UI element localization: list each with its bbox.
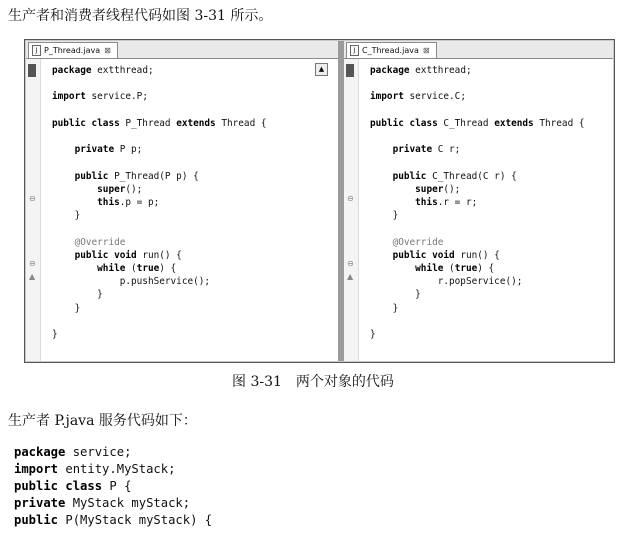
override-marker-icon: ▲ (29, 272, 36, 281)
code-line (370, 183, 585, 196)
fold-collapse-icon[interactable]: ⊖ (347, 194, 354, 203)
code-keyword: this (415, 197, 438, 209)
code-text (370, 250, 393, 261)
code-keyword: super (97, 183, 126, 195)
code-text (370, 171, 393, 182)
code-text: Thread { (533, 117, 585, 129)
code-line (370, 222, 585, 235)
code-keyword: public void (392, 249, 455, 261)
tab-p-thread-java[interactable] (28, 42, 118, 58)
code-text: r.popService(); (370, 276, 523, 288)
code-text: service.P; (85, 91, 148, 103)
code-text (370, 263, 415, 274)
line-marker (346, 64, 354, 77)
code-text: service.C; (403, 91, 466, 103)
code-text: ) { (477, 263, 495, 275)
code-line (370, 262, 585, 275)
override-marker-icon: ▲ (347, 272, 354, 281)
code-keyword: public (14, 513, 59, 527)
code-text: (); (443, 183, 461, 195)
code-keyword: import (14, 462, 59, 476)
code-line (52, 249, 267, 262)
code-keyword: package (14, 445, 66, 459)
code-line (370, 275, 585, 288)
code-text (52, 263, 97, 274)
code-annotation: @Override (74, 236, 126, 248)
code-line (370, 143, 585, 156)
editor-gutter (26, 59, 41, 361)
code-text: p.pushService(); (52, 276, 211, 288)
code-text: P p; (114, 144, 143, 156)
code-text: MyStack myStack; (65, 496, 191, 510)
ide-screenshot (24, 39, 615, 363)
tab-label: P_Thread.java (44, 46, 101, 55)
code-line (52, 143, 267, 156)
tab-label: C_Thread.java (362, 46, 419, 55)
code-text (370, 184, 415, 195)
code-keyword: package (52, 65, 92, 76)
code-line (52, 275, 267, 288)
editor-pane-p-thread (26, 41, 338, 361)
code-keyword: private (392, 144, 433, 156)
code-editor-p-thread[interactable] (52, 64, 267, 341)
code-text: entity.MyStack; (58, 462, 176, 476)
code-keyword: import (370, 91, 404, 103)
close-tab-icon[interactable]: ⊠ (422, 46, 430, 55)
code-text: C_Thread(C r) { (426, 170, 517, 182)
code-keyword: while (97, 263, 126, 275)
code-line (52, 117, 267, 130)
code-listing (14, 444, 212, 529)
code-line (52, 183, 267, 196)
code-text: extthread; (409, 65, 472, 76)
body-paragraph: 生产者 P.java 服务代码如下： (8, 413, 197, 429)
code-keyword: private (74, 144, 115, 156)
code-keyword: package (370, 65, 410, 76)
code-line (52, 302, 267, 315)
code-text: } (52, 302, 81, 314)
fold-collapse-icon[interactable]: ⊖ (29, 194, 36, 203)
code-line (370, 104, 585, 117)
code-keyword: true (454, 263, 478, 275)
code-line (52, 328, 267, 341)
code-text (52, 144, 75, 155)
code-line (370, 209, 585, 222)
code-text: P { (102, 479, 132, 493)
java-file-icon: J (350, 45, 359, 56)
code-line (52, 288, 267, 301)
code-line (370, 77, 585, 90)
line-marker (28, 64, 36, 77)
code-text (370, 237, 393, 248)
code-keyword: public class (370, 117, 438, 129)
fold-collapse-icon[interactable]: ⊖ (29, 259, 36, 268)
code-annotation: @Override (392, 236, 444, 248)
code-line (370, 170, 585, 183)
listing-line (14, 444, 212, 461)
code-line (52, 64, 267, 77)
code-keyword: extends (176, 117, 216, 129)
code-keyword: true (136, 263, 160, 275)
code-text: run() { (136, 249, 182, 261)
code-line (52, 156, 267, 169)
editor-gutter (344, 59, 359, 361)
listing-line (14, 512, 212, 529)
code-line (52, 315, 267, 328)
code-line (52, 222, 267, 235)
code-text: } (52, 329, 58, 341)
code-text (52, 250, 75, 261)
code-text: ( (443, 263, 455, 275)
code-keyword: extends (494, 117, 534, 129)
code-line (52, 170, 267, 183)
code-text: } (370, 329, 376, 341)
code-text: } (52, 210, 81, 222)
code-text: run() { (454, 249, 500, 261)
code-keyword: while (415, 263, 444, 275)
code-text: } (370, 289, 421, 301)
fold-collapse-icon[interactable]: ⊖ (347, 259, 354, 268)
code-text: .r = r; (437, 197, 478, 209)
code-text: extthread; (91, 65, 154, 76)
tab-c-thread-java[interactable] (346, 42, 437, 58)
code-text: ) { (159, 263, 177, 275)
code-line (370, 196, 585, 209)
code-line (52, 236, 267, 249)
code-text (52, 171, 75, 182)
code-line (52, 209, 267, 222)
code-text (52, 237, 75, 248)
code-text: (); (125, 183, 143, 195)
code-line (370, 236, 585, 249)
code-keyword: public void (74, 249, 137, 261)
code-line (52, 104, 267, 117)
code-keyword: import (52, 91, 86, 103)
code-line (370, 90, 585, 103)
code-keyword: super (415, 183, 444, 195)
close-tab-icon[interactable]: ⊠ (104, 46, 111, 55)
code-line (52, 262, 267, 275)
code-line (370, 156, 585, 169)
code-text: service; (65, 445, 132, 459)
code-text: .p = p; (119, 197, 160, 209)
code-editor-c-thread[interactable] (370, 64, 585, 341)
editor-pane-c-thread (344, 41, 613, 361)
code-line (370, 288, 585, 301)
code-text: ( (125, 263, 137, 275)
code-text (52, 197, 97, 208)
code-line (370, 117, 585, 130)
editor-tab-bar (344, 41, 613, 59)
code-text (370, 197, 415, 208)
code-text: } (370, 210, 399, 222)
code-keyword: public class (14, 479, 103, 493)
code-text: Thread { (215, 117, 267, 129)
figure-caption: 图 3-31 两个对象的代码 (232, 374, 394, 390)
code-keyword: this (97, 197, 120, 209)
code-text: C_Thread (437, 117, 495, 129)
code-line (52, 130, 267, 143)
java-file-icon: J (32, 45, 41, 56)
code-text: P(MyStack myStack) { (58, 513, 213, 527)
code-line (370, 249, 585, 262)
editor-tab-bar (26, 41, 338, 59)
code-line (370, 64, 585, 77)
code-keyword: private (14, 496, 66, 510)
code-line (370, 328, 585, 341)
code-keyword: public class (52, 117, 120, 129)
code-text (370, 144, 393, 155)
code-text: P_Thread (119, 117, 177, 129)
code-line (52, 77, 267, 90)
listing-line (14, 461, 212, 478)
code-line (370, 315, 585, 328)
code-text: } (370, 302, 399, 314)
scroll-up-button[interactable]: ▲ (315, 63, 328, 76)
code-text: C r; (432, 144, 461, 156)
intro-paragraph: 生产者和消费者线程代码如图 3-31 所示。 (8, 8, 273, 24)
code-line (370, 302, 585, 315)
code-text: } (52, 289, 103, 301)
listing-line (14, 495, 212, 512)
code-line (52, 90, 267, 103)
code-keyword: public (392, 170, 427, 182)
listing-line (14, 478, 212, 495)
code-line (52, 196, 267, 209)
code-text (52, 184, 97, 195)
code-keyword: public (74, 170, 109, 182)
code-line (370, 130, 585, 143)
code-text: P_Thread(P p) { (108, 170, 199, 182)
